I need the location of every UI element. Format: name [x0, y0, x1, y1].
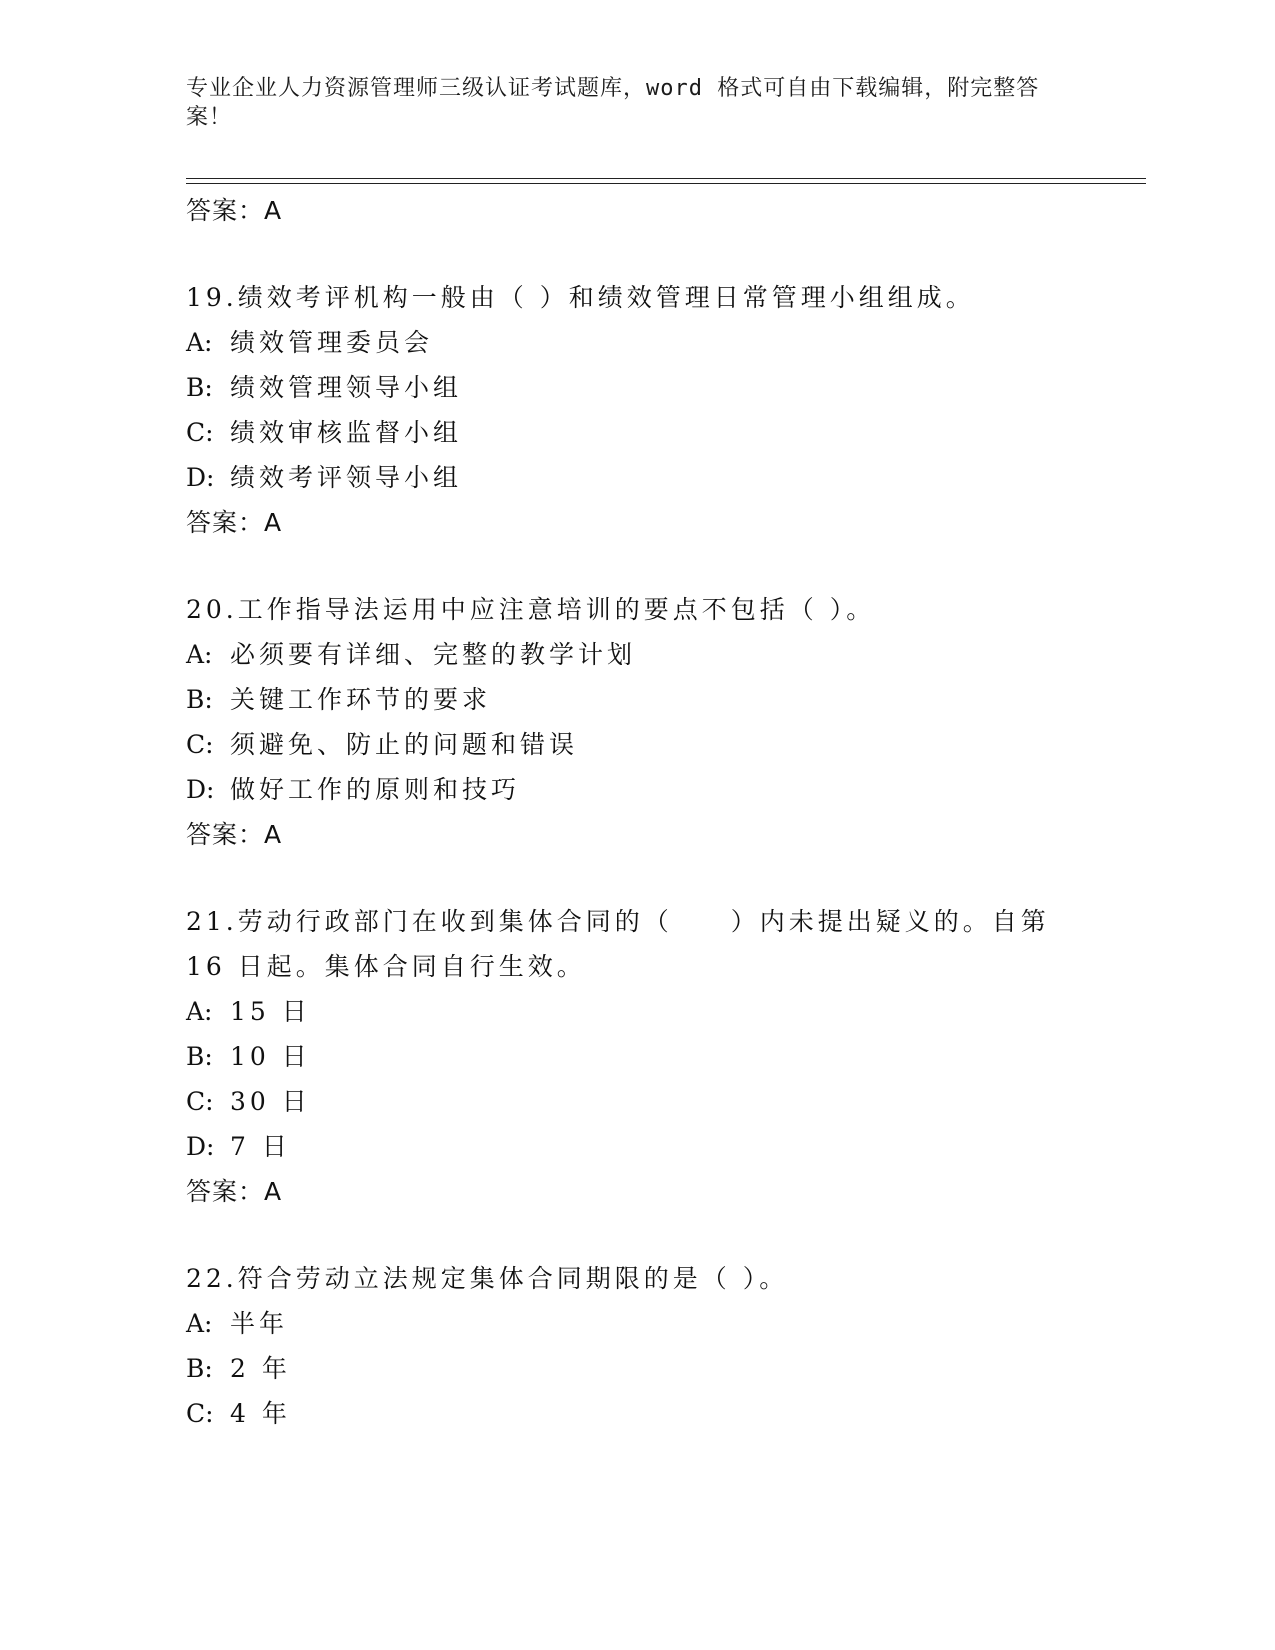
spacer [186, 1214, 1086, 1256]
option-text: 须避免、防止的问题和错误 [230, 730, 579, 759]
option-letter: B: [186, 1042, 213, 1071]
option-item [186, 767, 1086, 812]
option-letter: C: [186, 1399, 214, 1428]
header-divider-bottom [186, 183, 1146, 184]
answer-line: 答案：A [186, 196, 283, 225]
option-letter: A: [186, 997, 213, 1026]
option-text: 绩效考评领导小组 [230, 463, 463, 492]
option-text: 绩效管理委员会 [230, 328, 434, 357]
question-block [186, 899, 1086, 1214]
option-text: 15 日 [230, 997, 311, 1026]
option-text: 4 年 [230, 1399, 291, 1428]
question-stem: 22.符合劳动立法规定集体合同期限的是（ ）。 [186, 1264, 789, 1293]
option-letter: B: [186, 373, 213, 402]
option-item [186, 1301, 1086, 1346]
question-stem: 20.工作指导法运用中应注意培训的要点不包括（ ）。 [186, 595, 876, 624]
answer-line: 答案：A [186, 508, 283, 537]
option-item [186, 1124, 1086, 1169]
option-item [186, 1034, 1086, 1079]
option-text: 半年 [230, 1309, 289, 1338]
option-text: 关键工作环节的要求 [230, 685, 492, 714]
option-text: 2 年 [230, 1354, 291, 1383]
option-item [186, 722, 1086, 767]
option-item [186, 320, 1086, 365]
option-item [186, 632, 1086, 677]
spacer [186, 233, 1086, 275]
option-letter: B: [186, 685, 213, 714]
option-text: 做好工作的原则和技巧 [230, 775, 521, 804]
option-text: 绩效管理领导小组 [230, 373, 463, 402]
option-letter: A: [186, 328, 213, 357]
answer-line: 答案：A [186, 1177, 283, 1206]
option-text: 必须要有详细、完整的教学计划 [230, 640, 637, 669]
option-letter: A: [186, 640, 213, 669]
option-item [186, 365, 1086, 410]
answer-line: 答案：A [186, 820, 283, 849]
option-item [186, 1391, 1086, 1436]
option-text: 10 日 [230, 1042, 311, 1071]
question-block [186, 275, 1086, 545]
option-item [186, 1346, 1086, 1391]
option-text: 绩效审核监督小组 [230, 418, 463, 447]
option-letter: A: [186, 1309, 213, 1338]
option-item [186, 1079, 1086, 1124]
question-stem: 21.劳动行政部门在收到集体合同的（ ）内未提出疑义的。自第 16 日起。集体合同自行生效。 [186, 907, 1050, 981]
option-letter: D: [186, 1132, 215, 1161]
header-divider-top [186, 178, 1146, 179]
question-block [186, 587, 1086, 857]
question-block [186, 1256, 1086, 1436]
spacer [186, 545, 1086, 587]
option-item [186, 989, 1086, 1034]
spacer [186, 857, 1086, 899]
option-text: 30 日 [230, 1087, 311, 1116]
option-letter: C: [186, 418, 214, 447]
option-letter: D: [186, 463, 215, 492]
option-letter: C: [186, 1087, 214, 1116]
option-item [186, 410, 1086, 455]
option-letter: C: [186, 730, 214, 759]
option-letter: D: [186, 775, 215, 804]
option-item [186, 677, 1086, 722]
option-letter: B: [186, 1354, 213, 1383]
option-item [186, 455, 1086, 500]
question-list [186, 188, 1086, 1436]
question-stem: 19.绩效考评机构一般由（ ）和绩效管理日常管理小组组成。 [186, 283, 975, 312]
option-text: 7 日 [230, 1132, 291, 1161]
header-note: 专业企业人力资源管理师三级认证考试题库，word 格式可自由下载编辑，附完整答案！ [186, 76, 1040, 130]
